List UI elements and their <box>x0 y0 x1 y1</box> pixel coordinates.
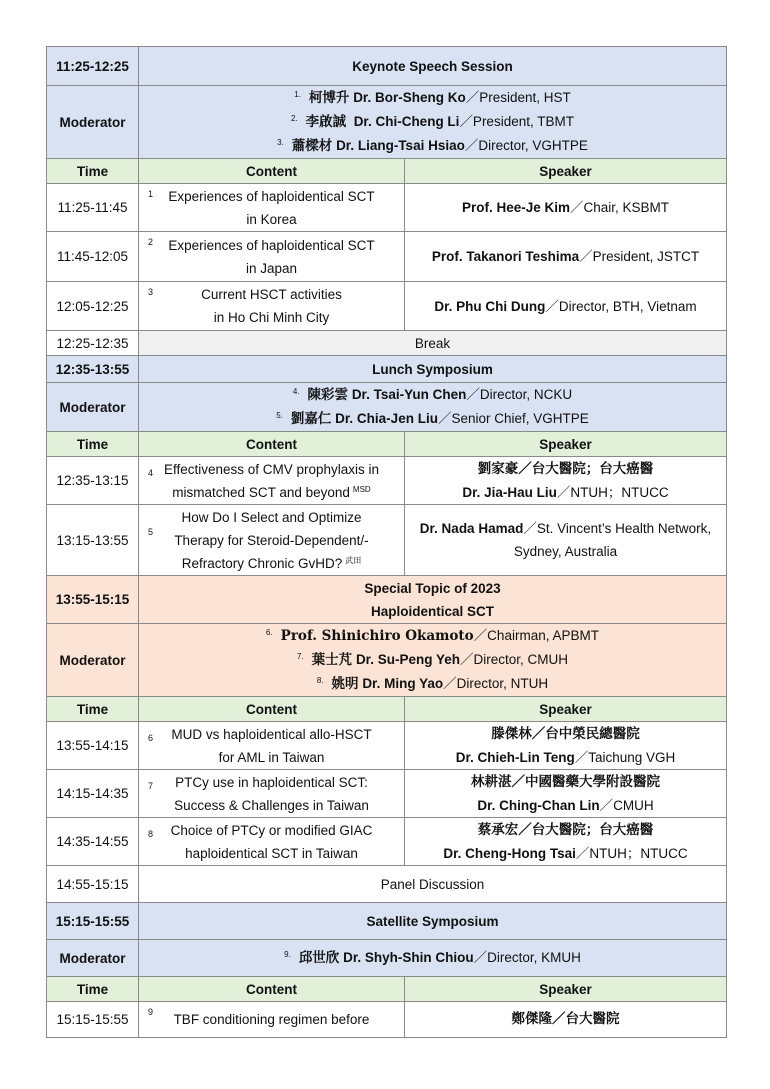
col-header-content: Content <box>139 697 405 722</box>
session-header-satellite <box>47 903 727 940</box>
session-title: Keynote Speech Session <box>139 47 727 86</box>
row-content: 4 Effectiveness of CMV prophylaxis in mismatched SCT and beyond $^{MSD}$ <box>139 457 405 505</box>
row-time: 11:25-11:45 <box>47 184 139 232</box>
moderator-label: Moderator <box>47 624 139 697</box>
row-content: 5 How Do I Select and Optimize Therapy for Steroid-Dependent/- Refractory Chronic GvHD? $^{武田}$ <box>139 505 405 576</box>
moderator-item: $^{8.}$ 姚明 Dr. Ming Yao／Director, NTUH <box>316 676 549 692</box>
table-row <box>47 457 727 505</box>
moderator-list <box>139 624 727 697</box>
row-speaker: Prof. Takanori Teshima／President, JSTCT <box>405 232 727 282</box>
table-row <box>47 505 727 576</box>
table-row <box>47 282 727 331</box>
row-time: 13:55-14:15 <box>47 722 139 770</box>
moderator-list <box>139 383 727 432</box>
column-header-row <box>47 697 727 722</box>
col-header-speaker: Speaker <box>405 977 727 1002</box>
row-speaker: Dr. Nada Hamad／St. Vincent’s Health Network, Sydney, Australia <box>405 505 727 576</box>
row-speaker: Dr. Phu Chi Dung／Director, BTH, Vietnam <box>405 282 727 331</box>
col-header-time: Time <box>47 697 139 722</box>
session-time: 15:15-15:55 <box>47 903 139 940</box>
moderator-item: $^{3.}$ 蕭樑材 Dr. Liang-Tsai Hsiao／Director, VGHTPE <box>277 138 588 154</box>
moderator-row <box>47 940 727 977</box>
table-row <box>47 184 727 232</box>
col-header-content: Content <box>139 159 405 184</box>
row-time: 15:15-15:55 <box>47 1002 139 1038</box>
col-header-speaker: Speaker <box>405 697 727 722</box>
row-content: 7 PTCy use in haploidentical SCT: Success & Challenges in Taiwan <box>139 770 405 818</box>
col-header-time: Time <box>47 432 139 457</box>
col-header-time: Time <box>47 977 139 1002</box>
moderator-item: $^{7.}$ 葉士芃 Dr. Su-Peng Yeh／Director, CMUH <box>297 652 568 668</box>
moderator-item: $^{4.}$ 陳彩雲 Dr. Tsai-Yun Chen／Director, NCKU <box>292 387 573 403</box>
row-content: 6 MUD vs haploidentical allo-HSCT for AML in Taiwan <box>139 722 405 770</box>
moderator-label: Moderator <box>47 86 139 159</box>
column-header-row <box>47 432 727 457</box>
session-header-lunch <box>47 356 727 383</box>
row-time: 14:15-14:35 <box>47 770 139 818</box>
break-row <box>47 331 727 356</box>
col-header-speaker: Speaker <box>405 159 727 184</box>
session-time: 12:35-13:55 <box>47 356 139 383</box>
row-speaker: 蔡承宏／台大醫院；台大癌醫 Dr. Cheng-Hong Tsai／NTUH；NTUCC <box>405 818 727 866</box>
col-header-time: Time <box>47 159 139 184</box>
session-header-keynote <box>47 47 727 86</box>
row-content: 9 TBF conditioning regimen before <box>139 1002 405 1038</box>
moderator-row <box>47 383 727 432</box>
panel-row <box>47 866 727 903</box>
break-time: 12:25-12:35 <box>47 331 139 356</box>
moderator-item: $^{6.}$ Prof. Shinichiro Okamoto／Chairman, APBMT <box>266 628 599 644</box>
column-header-row <box>47 977 727 1002</box>
moderator-row <box>47 86 727 159</box>
row-time: 12:05-12:25 <box>47 282 139 331</box>
table-row <box>47 722 727 770</box>
moderator-item: $^{9.}$ 邱世欣 Dr. Shyh-Shin Chiou／Director, KMUH <box>284 950 581 966</box>
row-time: 13:15-13:55 <box>47 505 139 576</box>
moderator-list <box>139 86 727 159</box>
row-speaker: 鄭傑隆／台大醫院 <box>405 1002 727 1038</box>
table-row <box>47 818 727 866</box>
schedule-table <box>46 46 727 1038</box>
row-content: 2 Experiences of haploidentical SCT in Japan <box>139 232 405 282</box>
col-header-speaker: Speaker <box>405 432 727 457</box>
row-content: 8 Choice of PTCy or modified GIAC haploidentical SCT in Taiwan <box>139 818 405 866</box>
session-title: Lunch Symposium <box>139 356 727 383</box>
row-speaker: 滕傑林／台中榮民總醫院 Dr. Chieh-Lin Teng／Taichung VGH <box>405 722 727 770</box>
row-speaker: Prof. Hee-Je Kim／Chair, KSBMT <box>405 184 727 232</box>
break-label: Break <box>139 331 727 356</box>
table-row <box>47 232 727 282</box>
row-content: 1 Experiences of haploidentical SCT in Korea <box>139 184 405 232</box>
column-header-row <box>47 159 727 184</box>
row-speaker: 林耕湛／中國醫藥大學附設醫院 Dr. Ching-Chan Lin／CMUH <box>405 770 727 818</box>
row-time: 11:45-12:05 <box>47 232 139 282</box>
session-title: Special Topic of 2023 Haploidentical SCT <box>139 576 727 624</box>
moderator-label: Moderator <box>47 940 139 977</box>
row-speaker: 劉家豪／台大醫院；台大癌醫 Dr. Jia-Hau Liu／NTUH；NTUCC <box>405 457 727 505</box>
table-row <box>47 1002 727 1038</box>
row-time: 14:35-14:55 <box>47 818 139 866</box>
moderator-item: $^{1.}$ 柯博升 Dr. Bor-Sheng Ko／President, HST <box>294 90 571 106</box>
col-header-content: Content <box>139 432 405 457</box>
session-time: 13:55-15:15 <box>47 576 139 624</box>
row-time: 12:35-13:15 <box>47 457 139 505</box>
panel-label: Panel Discussion <box>139 866 727 903</box>
session-time: 11:25-12:25 <box>47 47 139 86</box>
moderator-row <box>47 624 727 697</box>
moderator-item: $^{5.}$ 劉嘉仁 Dr. Chia-Jen Liu／Senior Chief, VGHTPE <box>276 411 589 427</box>
session-header-special-topic <box>47 576 727 624</box>
col-header-content: Content <box>139 977 405 1002</box>
session-title: Satellite Symposium <box>139 903 727 940</box>
row-content: 3 Current HSCT activities in Ho Chi Minh City <box>139 282 405 331</box>
table-row <box>47 770 727 818</box>
panel-time: 14:55-15:15 <box>47 866 139 903</box>
moderator-list <box>139 940 727 977</box>
moderator-item: $^{2.}$ 李啟誠 Dr. Chi-Cheng Li／President, TBMT <box>291 114 574 130</box>
moderator-label: Moderator <box>47 383 139 432</box>
